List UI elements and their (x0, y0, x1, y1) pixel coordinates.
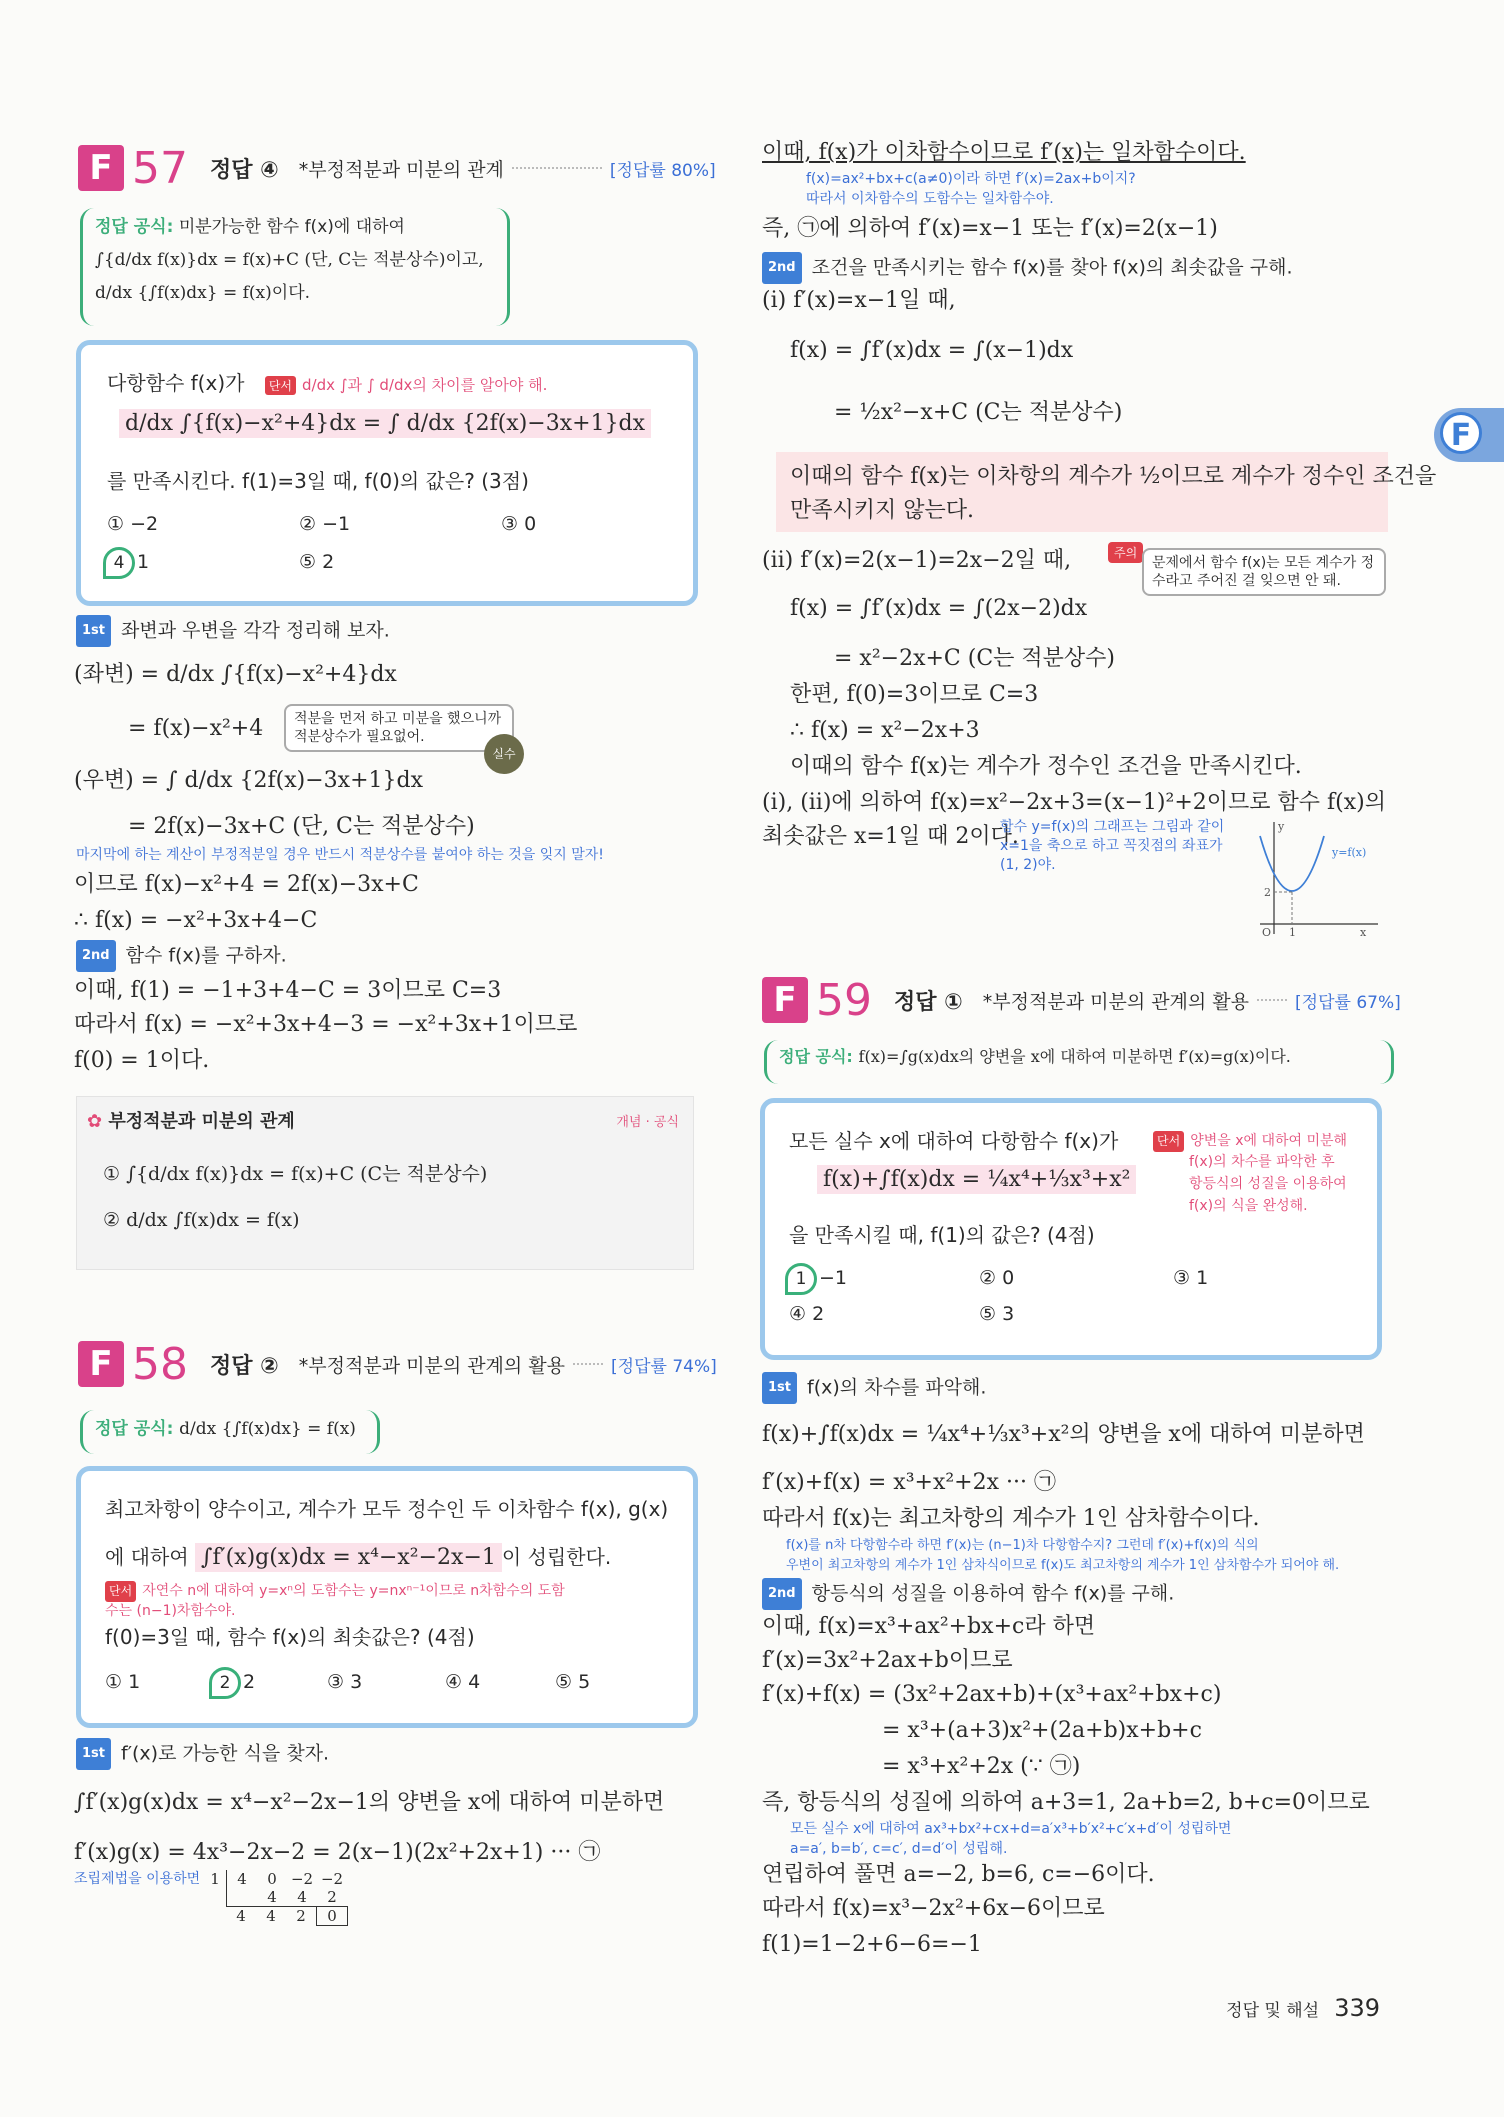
p59-step1-text: f(x)의 차수를 파악해. (807, 1376, 987, 1399)
r-caution-text: 문제에서 함수 f(x)는 모든 계수가 정수라고 주어진 걸 잊으면 안 돼. (1152, 555, 1375, 589)
p59-choice-4[interactable]: ④ 2 (789, 1303, 825, 1325)
p58-choice-5[interactable]: ⑤ 5 (555, 1671, 591, 1693)
r-line1: 이때, f(x)가 이차함수이므로 f′(x)는 일차함수이다. (762, 140, 1246, 165)
flower-icon: ✿ (87, 1111, 103, 1132)
p59-note3: 모든 실수 x에 대하여 ax³+bx²+cx+d=a′x³+b′x²+c′x+d′이 성립하면 (790, 1821, 1232, 1837)
r-note2: 따라서 이차함수의 도함수는 일차함수야. (806, 191, 1054, 207)
syn-cell: −2 (320, 1870, 344, 1888)
p59-choice-1-value: −1 (819, 1267, 848, 1289)
chapter-side-tab[interactable] (1434, 408, 1504, 462)
chapter-f-icon: F (1440, 412, 1482, 454)
p58-step1-tag: 1st (76, 1738, 111, 1770)
p57-formula-l3: d/dx {∫f(x)dx} = f(x)이다. (95, 283, 311, 303)
p58-q-l2c: 이 성립한다. (501, 1545, 612, 1569)
p59-formula-box (764, 1040, 1394, 1084)
p57-q-l3: 를 만족시킨다. f(1)=3일 때, f(0)의 값은? (3점) (107, 469, 529, 493)
syn-cell: 0 (267, 1870, 277, 1888)
p57-q-hint: d/dx ∫과 ∫ d/dx의 차이를 알아야 해. (302, 376, 548, 394)
mistake-badge-icon (484, 734, 524, 774)
p58-choice-3[interactable]: ③ 3 (327, 1671, 363, 1693)
p57-answer: 정답 ④ (210, 157, 279, 183)
p57-q-tag: 단서 (265, 376, 296, 395)
p58-syn-label: 조립제법을 이용하면 (74, 1871, 201, 1887)
p59-line6: f′(x)+f(x) = (3x²+2ax+b)+(x³+ax²+bx+c) (762, 1682, 1222, 1707)
p57-step2-tag: 2nd (76, 940, 116, 972)
syn-cell: 2 (327, 1888, 337, 1906)
r-line3: (ⅰ) f′(x)=x−1일 때, (762, 288, 956, 313)
p59-line8: = x³+x²+2x (∵ ㉠) (882, 1754, 1081, 1779)
p59-step1-tag: 1st (762, 1372, 797, 1404)
p58-line2: f′(x)g(x) = 4x³−2x−2 = 2(x−1)(2x²+2x+1) ··· ㉠ (74, 1840, 601, 1865)
p59-line4: 이때, f(x)=x³+ax²+bx+c라 하면 (762, 1614, 1096, 1639)
p58-q-l2a: 에 대하여 (105, 1545, 189, 1569)
p58-q-l2 (105, 1541, 611, 1570)
p59-header (762, 972, 1401, 1028)
parabola-graph (1250, 816, 1390, 940)
p59-step2 (762, 1578, 1174, 1610)
p57-choice-1[interactable]: ① −2 (107, 513, 159, 535)
graph-x-label: x (1360, 926, 1367, 939)
p58-q-l3: f(0)=3일 때, 함수 f(x)의 최솟값은? (4점) (105, 1625, 475, 1649)
p57-choice-4-value: 1 (137, 551, 150, 573)
p58-formula-box (80, 1410, 380, 1454)
p57-line6: ∴ f(x) = −x²+3x+4−C (74, 908, 318, 933)
p58-line1: ∫f′(x)g(x)dx = x⁴−x²−2x−1의 양변을 x에 대하여 미분하면 (74, 1790, 665, 1815)
p57-concept-title-row (87, 1107, 295, 1133)
p59-dots (1257, 999, 1287, 1001)
p58-formula-label: 정답 공식: (95, 1419, 174, 1439)
p59-line10: 연립하여 풀면 a=−2, b=6, c=−6이다. (762, 1862, 1155, 1887)
r-step2-tag: 2nd (762, 252, 802, 284)
p57-step1 (76, 615, 390, 647)
p59-q-l2: f(x)+∫f(x)dx = ¼x⁴+⅓x³+x² (817, 1165, 1136, 1194)
r-graph-note: 함수 y=f(x)의 그래프는 그림과 같이 x=1을 축으로 하고 꼭짓점의 좌표가 (1, 2)야. (1000, 819, 1225, 873)
syn-cell: 4 (297, 1888, 307, 1906)
p57-step2-text: 함수 f(x)를 구하자. (125, 944, 287, 967)
r-note1: f(x)=ax²+bx+c(a≠0)이라 하면 f′(x)=2ax+b이지? (806, 171, 1136, 187)
p57-choice-3[interactable]: ③ 0 (501, 513, 537, 535)
p57-concept-box (76, 1096, 694, 1270)
syn-cell: 4 (266, 1907, 276, 1925)
p59-note1: f(x)를 n차 다항함수라 하면 f′(x)는 (n−1)차 다항함수지? 그런데 f′(x)+f(x)의 식의 (786, 1538, 1259, 1553)
p57-question-box (76, 340, 698, 606)
p57-f-label: F (78, 145, 124, 191)
p59-line9: 즉, 항등식의 성질에 의하여 a+3=1, 2a+b=2, b+c=0이므로 (762, 1790, 1370, 1815)
p59-line1: f(x)+∫f(x)dx = ¼x⁴+⅓x³+x²의 양변을 x에 대하여 미분하면 (762, 1422, 1365, 1447)
r-step2 (762, 252, 1293, 284)
syn-cell: −2 (290, 1870, 314, 1888)
p57-correct-mark-icon: 4 (103, 547, 135, 579)
p57-line4: = 2f(x)−3x+C (단, C는 적분상수) (128, 814, 475, 839)
r-line11: 한편, f(0)=3이므로 C=3 (790, 682, 1039, 707)
p57-concept-1: ① ∫{d/dx f(x)}dx = f(x)+C (C는 적분상수) (103, 1163, 488, 1185)
p57-step1-text: 좌변과 우변을 각각 정리해 보자. (121, 619, 390, 642)
p58-formula: d/dx {∫f(x)dx} = f(x) (179, 1419, 356, 1439)
r-step2-text: 조건을 만족시키는 함수 f(x)를 찾아 f(x)의 최솟값을 구해. (811, 256, 1293, 279)
p59-line2: f′(x)+f(x) = x³+x²+2x ··· ㉠ (762, 1470, 1056, 1495)
r-line5: = ½x²−x+C (C는 적분상수) (834, 400, 1123, 425)
p59-q-hint1-row (1153, 1131, 1347, 1152)
p58-q-hint-row (105, 1581, 575, 1621)
p58-choice-4[interactable]: ④ 4 (445, 1671, 481, 1693)
p59-q-hint3: 항등식의 성질을 이용하여 (1189, 1176, 1347, 1192)
p57-choice-5[interactable]: ⑤ 2 (299, 551, 335, 573)
r-caution-tag: 주의 (1108, 542, 1143, 563)
r-line15: 최솟값은 x=1일 때 2이다. (762, 824, 1019, 849)
p57-note1: 마지막에 하는 계산이 부정적분일 경우 반드시 적분상수를 붙여야 하는 것을 잊지 말자! (76, 847, 604, 863)
p59-line11: 따라서 f(x)=x³−2x²+6x−6이므로 (762, 1896, 1105, 1921)
p57-formula-l1: 미분가능한 함수 f(x)에 대하여 (178, 217, 405, 237)
p59-choice-5[interactable]: ⑤ 3 (979, 1303, 1015, 1325)
p57-choice-4[interactable] (103, 547, 149, 579)
graph-curve (1260, 836, 1324, 891)
p59-line7: = x³+(a+3)x²+(2a+b)x+b+c (882, 1718, 1202, 1743)
p59-line5: f′(x)=3x²+2ax+b이므로 (762, 1648, 1013, 1673)
p57-concept-tag: 개념 · 공식 (616, 1115, 679, 1130)
p57-line8: 따라서 f(x) = −x²+3x+4−3 = −x²+3x+1이므로 (74, 1012, 578, 1037)
page-footer (1226, 1994, 1380, 2022)
p57-choice-2[interactable]: ② −1 (299, 513, 351, 535)
r-line2: 즉, ㉠에 의하여 f′(x)=x−1 또는 f′(x)=2(x−1) (762, 216, 1218, 241)
syn-cell: 2 (296, 1907, 306, 1925)
r-line7: 만족시키지 않는다. (790, 498, 975, 523)
p57-header (78, 140, 716, 196)
r-line12: ∴ f(x) = x²−2x+3 (790, 718, 980, 743)
p59-line12: f(1)=1−2+6−6=−1 (762, 1932, 982, 1957)
graph-origin: O (1262, 926, 1272, 939)
p57-rate: [정답률 80%] (609, 160, 716, 181)
p58-q-l2b: ∫f′(x)g(x)dx = x⁴−x²−2x−1 (195, 1543, 502, 1572)
p57-q-l1: 다항함수 f(x)가 (107, 371, 245, 395)
p59-answer: 정답 ① (894, 989, 963, 1015)
p57-line2: = f(x)−x²+4 (128, 716, 264, 741)
p58-step1 (76, 1738, 329, 1770)
p57-line7: 이때, f(1) = −1+3+4−C = 3이므로 C=3 (74, 978, 502, 1003)
p59-choice-3[interactable]: ③ 1 (1173, 1267, 1209, 1289)
graph-f-label: y=f(x) (1332, 846, 1367, 859)
syn-cell: 4 (237, 1870, 247, 1888)
p57-formula-box (80, 208, 510, 326)
p57-callout (284, 704, 514, 752)
p58-choice-1[interactable]: ① 1 (105, 1671, 141, 1693)
p59-formula: f(x)=∫g(x)dx의 양변을 x에 대하여 미분하면 f′(x)=g(x)이다. (858, 1047, 1291, 1066)
p57-step2 (76, 940, 287, 972)
r-line4: f(x) = ∫f′(x)dx = ∫(x−1)dx (790, 338, 1074, 363)
p58-step1-text: f′(x)로 가능한 식을 찾자. (121, 1742, 330, 1765)
p57-topic: *부정적분과 미분의 관계 (298, 158, 504, 181)
r-line9: f(x) = ∫f′(x)dx = ∫(2x−2)dx (790, 596, 1088, 621)
p58-correct-mark-icon: 2 (209, 1667, 241, 1699)
p59-step2-tag: 2nd (762, 1578, 802, 1610)
graph-tick-2: 2 (1264, 886, 1271, 899)
p59-step2-text: 항등식의 성질을 이용하여 함수 f(x)를 구해. (811, 1582, 1175, 1605)
p58-header (78, 1336, 717, 1392)
r-line6: 이때의 함수 f(x)는 이차항의 계수가 ½이므로 계수가 정수인 조건을 (790, 464, 1437, 489)
footer-label: 정답 및 해설 (1226, 2001, 1320, 2021)
p57-line5: 이므로 f(x)−x²+4 = 2f(x)−3x+C (74, 872, 419, 897)
p59-line3: 따라서 f(x)는 최고차항의 계수가 1인 삼차함수이다. (762, 1506, 1260, 1531)
p58-rate: [정답률 74%] (611, 1356, 717, 1377)
p57-mistake-label: 실수 (492, 747, 516, 761)
p59-note4: a=a′, b=b′, c=c′, d=d′이 성립해. (790, 1841, 1008, 1857)
syn-cell: 4 (236, 1907, 246, 1925)
syn-row-3 (226, 1907, 348, 1926)
page-number: 339 (1334, 1994, 1380, 2022)
p59-q-l1: 모든 실수 x에 대하여 다항함수 f(x)가 (789, 1129, 1119, 1153)
p59-choice-1[interactable] (785, 1263, 847, 1295)
p59-rate: [정답률 67%] (1295, 992, 1401, 1013)
syn-row-2 (226, 1888, 348, 1907)
syn-cell: 0 (316, 1907, 348, 1926)
p57-line1: (좌변) = d/dx ∫{f(x)−x²+4}dx (74, 662, 397, 687)
p57-dots (512, 167, 602, 169)
r-line13: 이때의 함수 f(x)는 계수가 정수인 조건을 만족시킨다. (790, 754, 1302, 779)
p57-step1-tag: 1st (76, 615, 111, 647)
p57-concept-2: ② d/dx ∫f(x)dx = f(x) (103, 1209, 300, 1231)
p58-choice-2[interactable] (209, 1667, 255, 1699)
p58-topic: *부정적분과 미분의 관계의 활용 (298, 1354, 566, 1377)
p59-note2: 우변이 최고차항의 계수가 1인 삼차식이므로 f(x)도 최고차항의 계수가 1인 삼차함수가 되어야 해. (786, 1558, 1340, 1573)
syn-row-1 (204, 1870, 348, 1888)
p58-q-hint: 자연수 n에 대하여 y=xⁿ의 도함수는 y=nxⁿ⁻¹이므로 n차함수의 도함수는 (n−1)차함수야. (105, 1583, 565, 1619)
p57-number: 57 (132, 142, 188, 194)
syn-cell (227, 1888, 257, 1906)
p59-q-l3: 을 만족시킬 때, f(1)의 값은? (4점) (789, 1223, 1095, 1247)
p59-q-tag: 단서 (1153, 1131, 1184, 1152)
syn-cell: 4 (267, 1888, 277, 1906)
p58-q-l1: 최고차항이 양수이고, 계수가 모두 정수인 두 이차함수 f(x), g(x) (105, 1497, 669, 1521)
p57-formula-label: 정답 공식: (95, 217, 174, 237)
r-line10: = x²−2x+C (C는 적분상수) (834, 646, 1116, 671)
p58-answer: 정답 ② (210, 1353, 279, 1379)
p59-choice-2[interactable]: ② 0 (979, 1267, 1015, 1289)
p59-topic: *부정적분과 미분의 관계의 활용 (982, 990, 1250, 1013)
p59-q-hint2: f(x)의 차수를 파악한 후 (1189, 1154, 1335, 1170)
p58-number: 58 (132, 1338, 188, 1390)
r-caution-box (1142, 548, 1386, 596)
graph-y-label: y (1278, 820, 1285, 833)
p57-formula-l2: ∫{d/dx f(x)}dx = f(x)+C (단, C는 적분상수)이고, (95, 250, 484, 270)
p57-callout-text: 적분을 먼저 하고 미분을 했으니까 적분상수가 필요없어. (294, 711, 502, 745)
p59-step1 (762, 1372, 986, 1404)
p57-line9: f(0) = 1이다. (74, 1048, 210, 1073)
syn-cell: 1 (204, 1870, 227, 1888)
p57-concept-title: 부정적분과 미분의 관계 (108, 1111, 295, 1132)
p59-formula-label: 정답 공식: (779, 1047, 853, 1066)
p58-dots (573, 1363, 603, 1365)
p59-question-box (760, 1098, 1382, 1360)
r-line8: (ⅱ) f′(x)=2(x−1)=2x−2일 때, (762, 548, 1072, 573)
p59-q-hint1: 양변을 x에 대하여 미분해 (1190, 1133, 1348, 1149)
p59-correct-mark-icon: 1 (785, 1263, 817, 1295)
p58-question-box (76, 1466, 698, 1728)
graph-tick-1: 1 (1289, 926, 1296, 939)
p58-f-label: F (78, 1341, 124, 1387)
p58-choice-2-value: 2 (243, 1671, 256, 1693)
p59-f-label: F (762, 977, 808, 1023)
p58-q-tag: 단서 (105, 1581, 136, 1602)
p57-line3: (우변) = ∫ d/dx {2f(x)−3x+1}dx (74, 768, 423, 793)
p59-number: 59 (816, 974, 872, 1026)
synthetic-division (204, 1870, 348, 1926)
p57-q-l2: d/dx ∫{f(x)−x²+4}dx = ∫ d/dx {2f(x)−3x+1}dx (119, 409, 651, 438)
p59-q-hint4: f(x)의 식을 완성해. (1189, 1198, 1308, 1214)
r-line14: (ⅰ), (ⅱ)에 의하여 f(x)=x²−2x+3=(x−1)²+2이므로 함수 f(x)의 (762, 790, 1386, 815)
